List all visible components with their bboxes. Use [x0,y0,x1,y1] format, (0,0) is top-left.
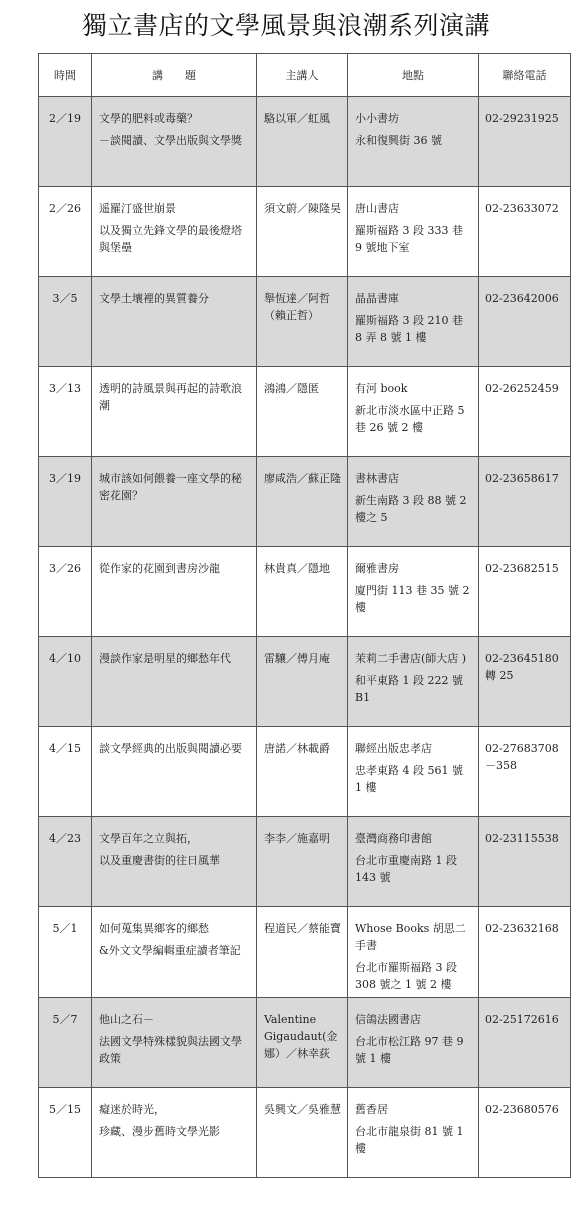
date-text: 3／5 [52,292,78,305]
phone-text: 02-23645180 轉 25 [485,652,559,682]
place-name: 信鴿法國書店 [355,1013,421,1026]
date-text: 4／15 [49,742,81,755]
topic-line-1: 遥羅汀盛世崩景 [99,202,176,215]
cell-topic [92,277,257,367]
topic-line-1: 透明的詩風景與再起的詩歌浪潮 [99,382,242,412]
phone-text: 02-25172616 [485,1013,559,1026]
place-address: 台北市龍泉街 81 號 1 樓 [355,1125,464,1155]
date-text: 5／1 [52,922,78,935]
cell-phone [479,907,571,998]
phone-text: 02-23680576 [485,1103,559,1116]
date-text: 2／19 [49,112,81,125]
date-text: 4／23 [49,832,81,845]
place-name: 舊香居 [355,1103,388,1116]
speaker-text: Valentine Gigaudaut(金娜）／林幸荻 [264,1013,338,1060]
speaker-text: 須文蔚／陳隆昊 [264,202,341,215]
place-address: 永和復興街 36 號 [355,134,442,147]
cell-speaker [257,457,348,547]
place-name: 聯經出版忠孝店 [355,742,432,755]
table-header-row [39,54,571,97]
topic-line-1: 從作家的花園到書房沙龍 [99,562,220,575]
cell-phone [479,637,571,727]
place-name: 臺灣商務印書館 [355,832,432,845]
speaker-text: 廖咸浩／蘇正隆 [264,472,341,485]
cell-date [39,1088,92,1178]
cell-date [39,817,92,907]
cell-date [39,187,92,277]
table-row [39,907,571,998]
phone-text: 02-23632168 [485,922,559,935]
phone-text: 02-23633072 [485,202,559,215]
cell-place [348,367,479,457]
date-text: 5／15 [49,1103,81,1116]
cell-date [39,457,92,547]
topic-line-1: 文學百年之立與拓， [99,832,198,845]
cell-phone [479,277,571,367]
cell-topic [92,817,257,907]
topic-line-2: 法國文學特殊樣貌與法國文學政策 [99,1035,242,1065]
phone-text: 02-23658617 [485,472,559,485]
speaker-text: 駱以軍／虹風 [264,112,330,125]
cell-phone [479,457,571,547]
cell-speaker [257,367,348,457]
cell-place [348,457,479,547]
topic-line-1: 如何蒐集異鄉客的鄉愁 [99,922,209,935]
cell-date [39,547,92,637]
date-text: 4／10 [49,652,81,665]
topic-line-1: 他山之石－ [99,1013,154,1026]
speaker-text: 雷驤／傅月庵 [264,652,330,665]
topic-line-2: 以及獨立先鋒文學的最後燈塔與堡壘 [99,224,242,254]
page-title: 獨立書店的文學風景與浪潮系列演講 [81,11,490,40]
place-address: 和平東路 1 段 222 號 B1 [355,674,463,704]
table-row [39,457,571,547]
phone-text: 02-27683708－358 [485,742,559,772]
cell-date [39,97,92,187]
place-address: 羅斯福路 3 段 210 巷 8 弄 8 號 1 樓 [355,314,463,344]
phone-text: 02-26252459 [485,382,559,395]
header-topic: 講 題 [92,54,257,97]
phone-text: 02-23682515 [485,562,559,575]
date-text: 3／26 [49,562,81,575]
cell-speaker [257,637,348,727]
topic-line-2: 珍藏、漫步舊時文學光影 [99,1125,220,1138]
topic-line-2: 以及重慶書街的往日風華 [99,854,220,867]
place-address: 羅斯福路 3 段 333 巷 9 號地下室 [355,224,463,254]
cell-speaker [257,97,348,187]
place-name: 晶晶書庫 [355,292,399,305]
cell-topic [92,457,257,547]
table-row [39,817,571,907]
cell-phone [479,97,571,187]
speaker-text: 林貴真／隱地 [264,562,330,575]
cell-phone [479,547,571,637]
topic-line-1: 漫談作家是明星的鄉愁年代 [99,652,231,665]
place-address: 忠孝東路 4 段 561 號 1 樓 [355,764,463,794]
cell-place [348,97,479,187]
place-address: 台北市羅斯福路 3 段 308 號之 1 號 2 樓 [355,961,457,991]
topic-line-1: 文學土壤裡的異質養分 [99,292,209,305]
cell-speaker [257,727,348,817]
cell-speaker [257,277,348,367]
cell-topic [92,187,257,277]
topic-line-1: 癡迷於時光， [99,1103,165,1116]
cell-place [348,998,479,1088]
cell-phone [479,727,571,817]
cell-phone [479,817,571,907]
cell-place [348,277,479,367]
place-name: 書林書店 [355,472,399,485]
header-phone: 聯絡電話 [479,54,571,97]
cell-speaker [257,907,348,998]
speaker-text: 吳興文／吳雅慧 [264,1103,341,1116]
place-name: 爾雅書房 [355,562,399,575]
cell-place [348,637,479,727]
topic-line-2: －談閱讀、文學出版與文學獎 [99,134,242,147]
cell-topic [92,1088,257,1178]
table-row [39,277,571,367]
date-text: 3／13 [49,382,81,395]
cell-place [348,547,479,637]
cell-date [39,637,92,727]
cell-speaker [257,547,348,637]
table-row [39,97,571,187]
header-date: 時間 [39,54,92,97]
place-address: 台北市重慶南路 1 段 143 號 [355,854,457,884]
cell-topic [92,367,257,457]
table-row [39,187,571,277]
cell-place [348,727,479,817]
place-address: 新生南路 3 段 88 號 2 樓之 5 [355,494,467,524]
header-speaker: 主講人 [257,54,348,97]
place-name: 有河 book [355,382,408,395]
cell-phone [479,187,571,277]
table-row [39,727,571,817]
place-name: Whose Books 胡思二手書 [355,922,466,952]
phone-text: 02-29231925 [485,112,559,125]
phone-text: 02-23642006 [485,292,559,305]
place-name: 茉莉二手書店(師大店 ) [355,652,467,665]
speaker-text: 鴻鴻／隱匿 [264,382,319,395]
date-text: 3／19 [49,472,81,485]
cell-date [39,727,92,817]
cell-phone [479,367,571,457]
speaker-text: 舉恆達／阿哲（賴正哲） [264,292,330,322]
topic-line-1: 城市該如何餵養一座文學的秘密花園？ [99,472,242,502]
cell-phone [479,998,571,1088]
cell-topic [92,907,257,998]
cell-topic [92,637,257,727]
table-row [39,367,571,457]
phone-text: 02-23115538 [485,832,559,845]
place-name: 唐山書店 [355,202,399,215]
date-text: 5／7 [52,1013,78,1026]
place-address: 廈門街 113 巷 35 號 2 樓 [355,584,470,614]
speaker-text: 李李／施嘉明 [264,832,330,845]
cell-topic [92,547,257,637]
cell-date [39,907,92,998]
place-address: 台北市松江路 97 巷 9 號 1 樓 [355,1035,464,1065]
cell-date [39,998,92,1088]
cell-speaker [257,1088,348,1178]
lecture-schedule-table [38,53,571,1178]
table-row [39,1088,571,1178]
cell-place [348,907,479,998]
topic-line-1: 談文學經典的出版與閱讀必要 [99,742,242,755]
speaker-text: 程道民／蔡能寶 [264,922,341,935]
cell-topic [92,727,257,817]
cell-speaker [257,187,348,277]
table-row [39,637,571,727]
cell-phone [479,1088,571,1178]
cell-speaker [257,998,348,1088]
cell-place [348,187,479,277]
cell-speaker [257,817,348,907]
place-name: 小小書坊 [355,112,399,125]
header-place: 地點 [348,54,479,97]
table-row [39,998,571,1088]
cell-date [39,367,92,457]
date-text: 2／26 [49,202,81,215]
cell-date [39,277,92,367]
speaker-text: 唐諾／林載爵 [264,742,330,755]
topic-line-2: &外文文學編輯重症讀者筆記 [99,944,241,957]
cell-place [348,1088,479,1178]
topic-line-1: 文學的肥料或毒藥？ [99,112,198,125]
cell-place [348,817,479,907]
table-row [39,547,571,637]
cell-topic [92,998,257,1088]
cell-topic [92,97,257,187]
place-address: 新北市淡水區中正路 5 巷 26 號 2 樓 [355,404,465,434]
